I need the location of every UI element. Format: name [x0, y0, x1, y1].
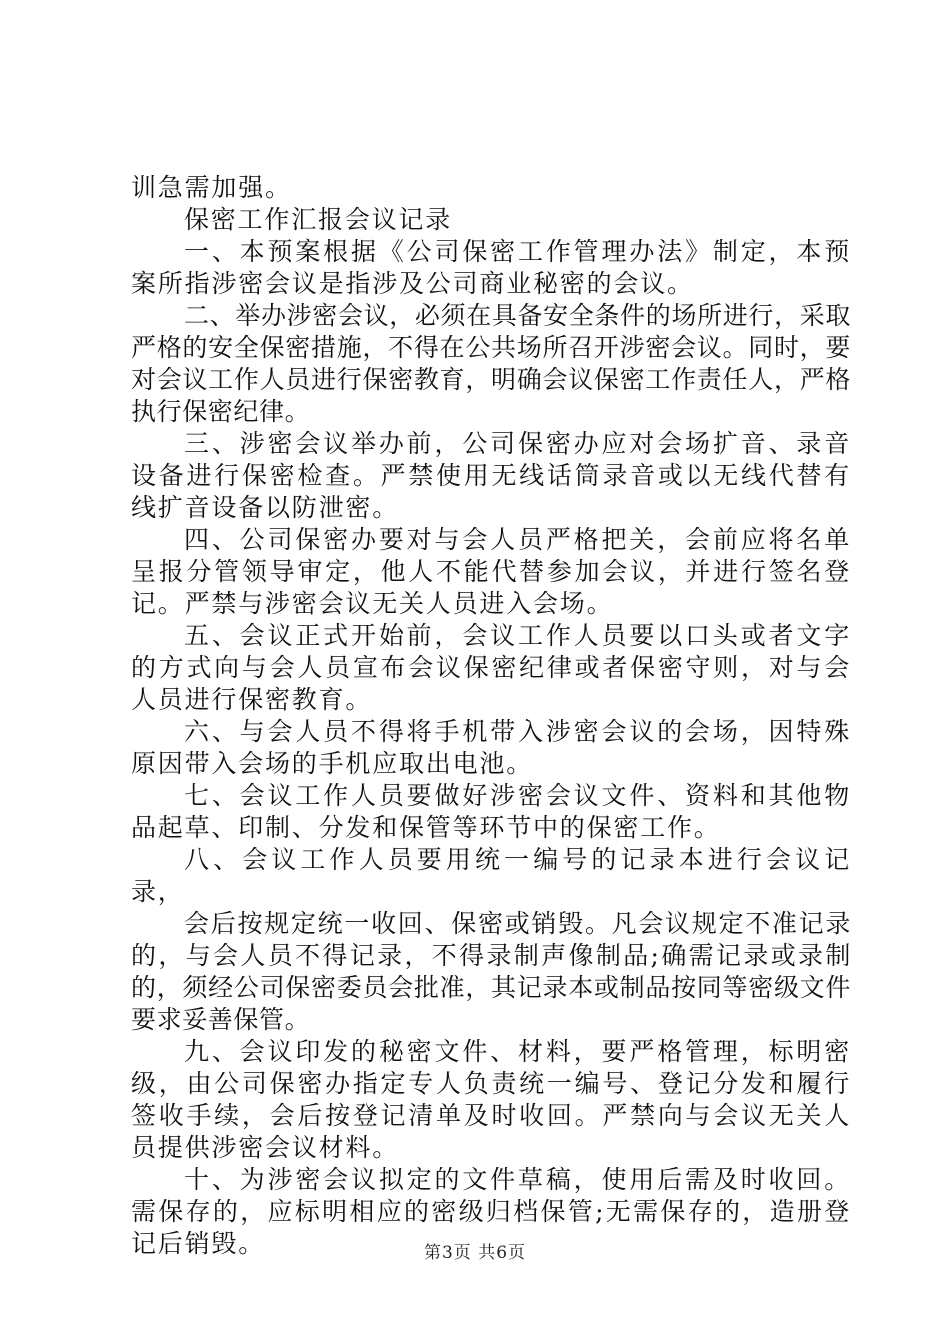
paragraph-item-2: 二、举办涉密会议，必须在具备安全条件的场所进行，采取严格的安全保密措施，不得在公共场所召开涉密会议。同时，要对会议工作人员进行保密教育，明确会议保密工作责任人，严格执行保密纪律。	[131, 301, 851, 426]
paragraph-item-7: 七、会议工作人员要做好涉密会议文件、资料和其他物品起草、印制、分发和保管等环节中的保密工作。	[131, 781, 851, 842]
paragraph-item-8: 八、会议工作人员要用统一编号的记录本进行会议记录，	[131, 845, 851, 906]
paragraph-item-4: 四、公司保密办要对与会人员严格把关，会前应将名单呈报分管领导审定，他人不能代替参加会议，并进行签名登记。严禁与涉密会议无关人员进入会场。	[131, 525, 851, 618]
paragraph-item-8-continued: 会后按规定统一收回、保密或销毁。凡会议规定不准记录的，与会人员不得记录，不得录制声像制品;确需记录或录制的，须经公司保密委员会批准，其记录本或制品按同等密级文件要求妥善保管。	[131, 909, 851, 1034]
paragraph-item-5: 五、会议正式开始前，会议工作人员要以口头或者文字的方式向与会人员宣布会议保密纪律或者保密守则，对与会人员进行保密教育。	[131, 621, 851, 714]
paragraph-item-1: 一、本预案根据《公司保密工作管理办法》制定，本预案所指涉密会议是指涉及公司商业秘密的会议。	[131, 237, 851, 298]
paragraph-item-6: 六、与会人员不得将手机带入涉密会议的会场，因特殊原因带入会场的手机应取出电池。	[131, 717, 851, 778]
paragraph-item-3: 三、涉密会议举办前，公司保密办应对会场扩音、录音设备进行保密检查。严禁使用无线话筒录音或以无线代替有线扩音设备以防泄密。	[131, 429, 851, 522]
page-number-footer: 第3页 共6页	[423, 1243, 527, 1263]
section-title: 保密工作汇报会议记录	[184, 205, 453, 234]
paragraph-item-10: 十、为涉密会议拟定的文件草稿，使用后需及时收回。需保存的，应标明相应的密级归档保管;无需保存的，造册登记后销毁。	[131, 1165, 851, 1258]
paragraph-continuation: 训急需加强。	[131, 173, 292, 202]
document-body	[131, 172, 851, 1260]
paragraph-item-9: 九、会议印发的秘密文件、材料，要严格管理，标明密级，由公司保密办指定专人负责统一编号、登记分发和履行签收手续，会后按登记清单及时收回。严禁向与会议无关人员提供涉密会议材料。	[131, 1037, 851, 1162]
